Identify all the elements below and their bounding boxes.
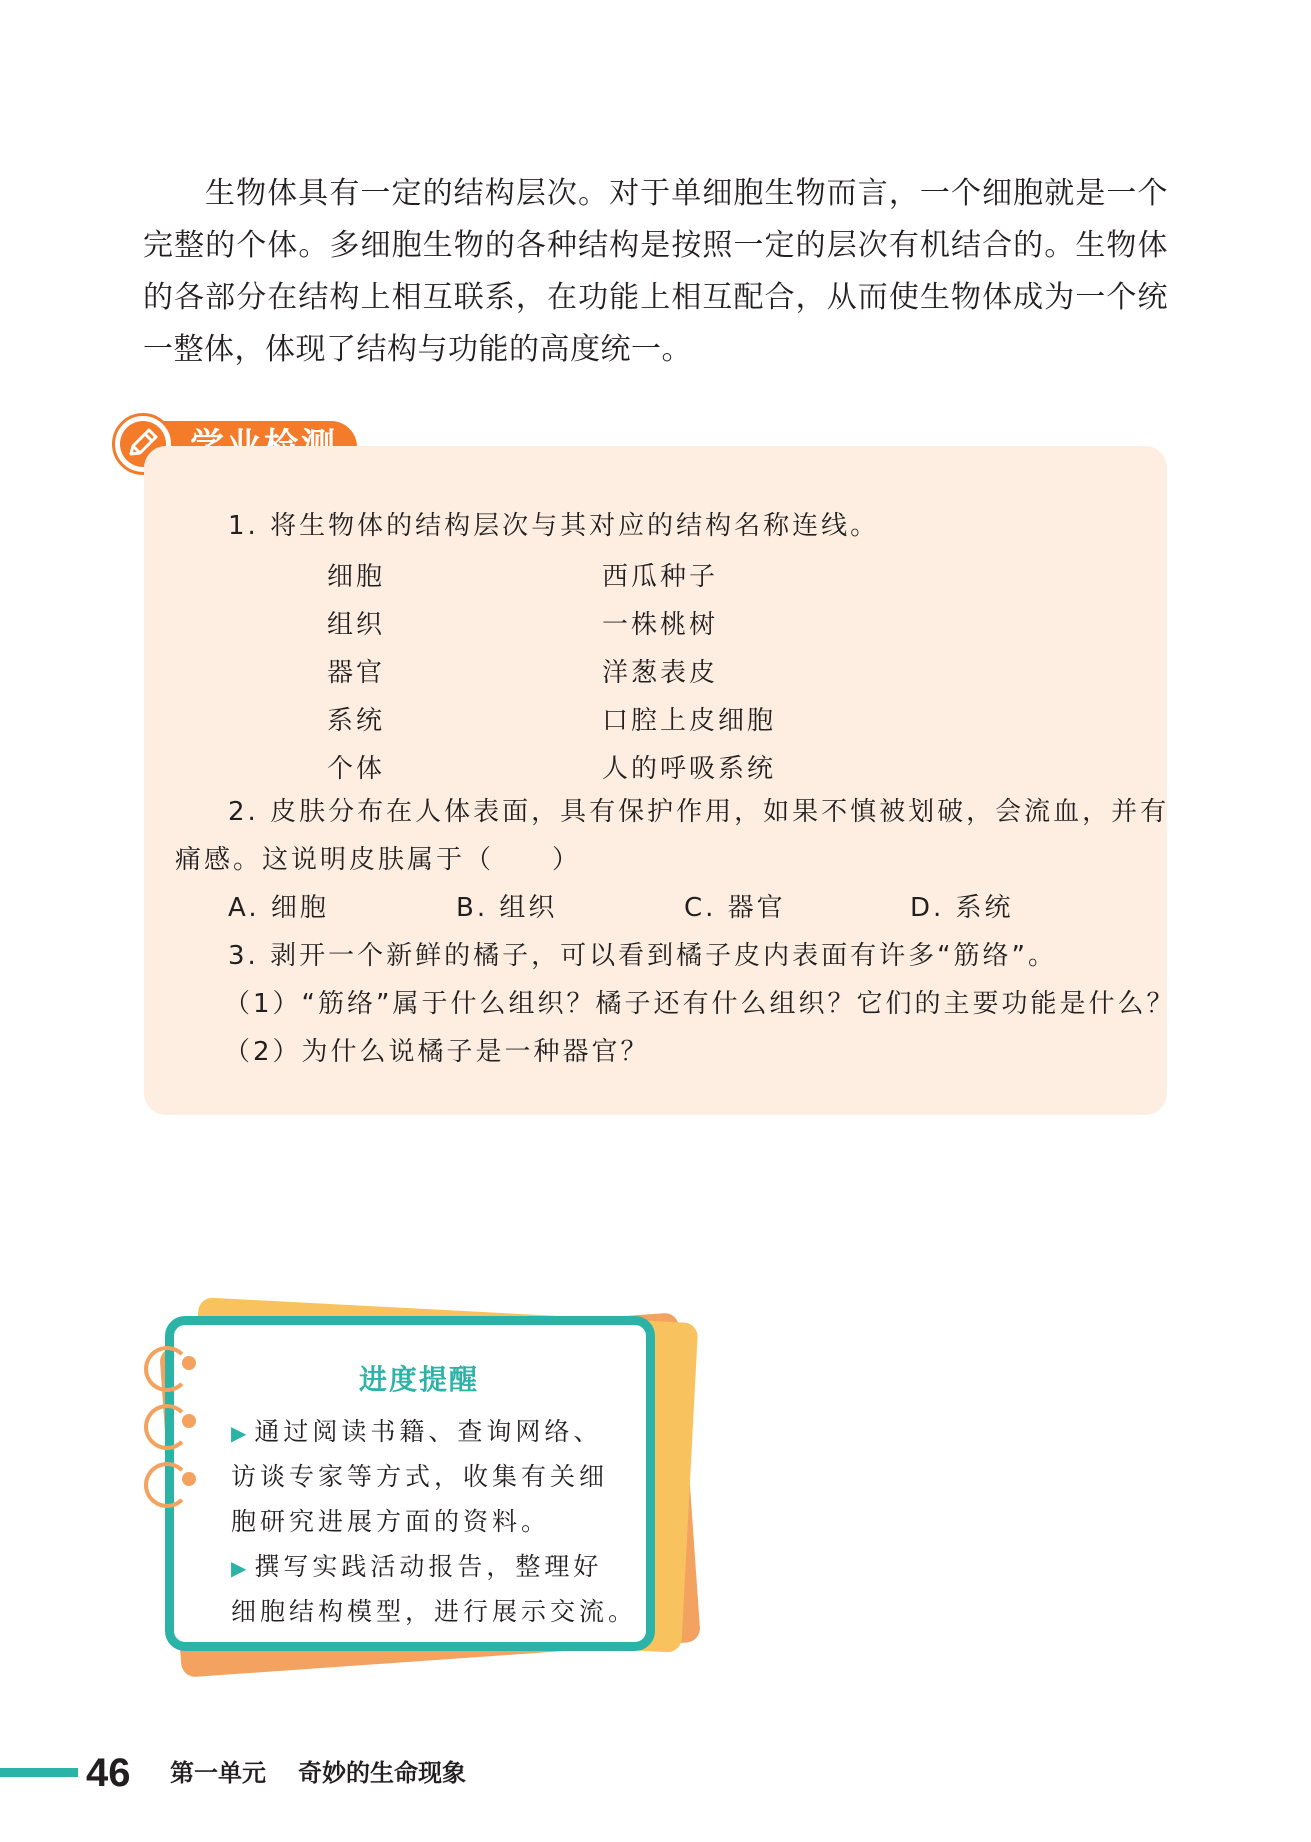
structure-examples-list [602, 553, 776, 793]
example-item: 洋葱表皮 [602, 658, 719, 688]
question-2-line-2: 痛感。这说明皮肤属于（ ） [175, 845, 582, 875]
bullet-1-line-1: ▶ 通过阅读书籍、查询网络、 [231, 1417, 603, 1446]
footer-bar [0, 1768, 78, 1777]
level-item: 器官 [327, 658, 386, 688]
page-number: 46 [86, 1751, 131, 1795]
option-a: A. 细胞 [228, 893, 329, 923]
example-item: 一株桃树 [602, 610, 719, 640]
option-d: D. 系统 [910, 893, 1014, 923]
binder-ring [144, 1462, 190, 1508]
binder-ring-dot [182, 1472, 196, 1486]
binder-ring [144, 1346, 190, 1392]
example-item: 口腔上皮细胞 [602, 706, 777, 736]
bullet-2-line-1: ▶ 撰写实践活动报告，整理好 [231, 1552, 603, 1581]
card-front [165, 1316, 655, 1651]
example-item: 西瓜种子 [602, 562, 719, 592]
question-3-part-2: （2）为什么说橘子是一种器官？ [224, 1037, 650, 1067]
option-b: B. 组织 [456, 893, 558, 923]
triangle-right-icon: ▶ [231, 1556, 251, 1580]
option-c: C. 器官 [684, 893, 786, 923]
binder-ring [144, 1404, 190, 1450]
level-item: 个体 [327, 754, 386, 784]
question-1: 1. 将生物体的结构层次与其对应的结构名称连线。 [228, 511, 880, 541]
bullet-1-line-2: 访谈专家等方式，收集有关细 [231, 1462, 609, 1491]
unit-title: 奇妙的生命现象 [298, 1759, 466, 1787]
question-3: 3. 剥开一个新鲜的橘子，可以看到橘子皮内表面有许多“筋络”。 [228, 941, 1058, 971]
progress-reminder-card [140, 1300, 700, 1680]
bullet-2-line-2: 细胞结构模型，进行展示交流。 [231, 1597, 638, 1626]
example-item: 人的呼吸系统 [602, 754, 777, 784]
level-item: 组织 [327, 610, 386, 640]
intro-paragraph: 生物体具有一定的结构层次。对于单细胞生物而言，一个细胞就是一个完整的个体。多细胞生物的各种结构是按照一定的层次有机结合的。生物体的各部分在结构上相互联系，在功能上相互配合，从而使生物体成为一个统一整体，体现了结构与功能的高度统一。 [143, 176, 1168, 367]
question-2-line-1: 2. 皮肤分布在人体表面，具有保护作用，如果不慎被划破，会流血，并有 [228, 797, 1170, 827]
bullet-1-line-3: 胞研究进展方面的资料。 [231, 1507, 551, 1536]
triangle-right-icon: ▶ [231, 1421, 251, 1445]
level-item: 系统 [327, 706, 386, 736]
question-3-part-1: （1）“筋络”属于什么组织？橘子还有什么组织？它们的主要功能是什么？ [224, 989, 1176, 1019]
binder-ring-dot [182, 1414, 196, 1428]
unit-label: 第一单元 [170, 1759, 266, 1787]
progress-title: 进度提醒 [358, 1363, 479, 1396]
level-item: 细胞 [327, 562, 386, 592]
structure-levels-list [327, 553, 385, 793]
binder-ring-dot [182, 1356, 196, 1370]
